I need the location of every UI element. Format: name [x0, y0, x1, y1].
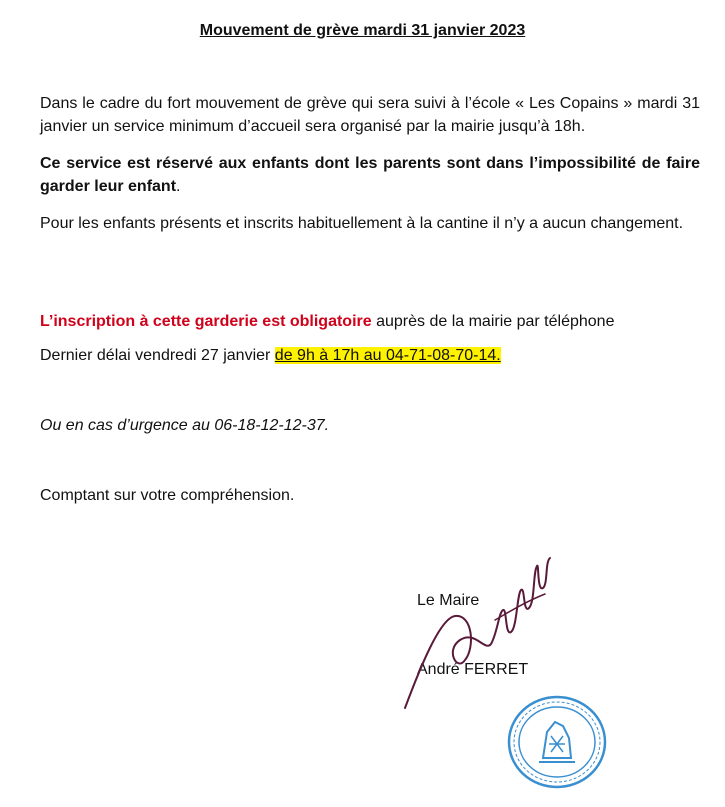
- deadline-text: Dernier délai vendredi 27 janvier: [40, 347, 275, 364]
- service-emphasis: Ce service est réservé aux enfants dont les parents sont dans l’impossibilité de faire garder leur enfant: [40, 155, 700, 195]
- paragraph-cantine: Pour les enfants présents et inscrits habituellement à la cantine il n’y a aucun changement.: [40, 215, 684, 232]
- paragraph-inscription: [40, 310, 700, 333]
- signature-role: Le Maire: [417, 592, 480, 609]
- official-stamp: [505, 692, 610, 792]
- service-end: .: [176, 178, 181, 195]
- paragraph-service: [40, 152, 700, 198]
- paragraph-deadline: [40, 344, 700, 367]
- paragraph-closing: Comptant sur votre compréhension.: [40, 487, 295, 504]
- inscription-warning: L’inscription à cette garderie est obligatoire: [40, 313, 372, 330]
- page-title: Mouvement de grève mardi 31 janvier 2023: [199, 22, 526, 39]
- signature-name: André FERRET: [417, 661, 529, 678]
- inscription-rest: auprès de la mairie par téléphone: [371, 313, 615, 330]
- paragraph-emergency: Ou en cas d’urgence au 06-18-12-12-37.: [40, 417, 330, 434]
- paragraph-intro: Dans le cadre du fort mouvement de grève qui sera suivi à l’école « Les Copains » mardi 31 janvier un service minimum d’accueil sera organisé par la mairie jusqu’à 18h.: [40, 95, 700, 135]
- deadline-phone-highlight: de 9h à 17h au 04-71-08-70-14.: [274, 347, 501, 364]
